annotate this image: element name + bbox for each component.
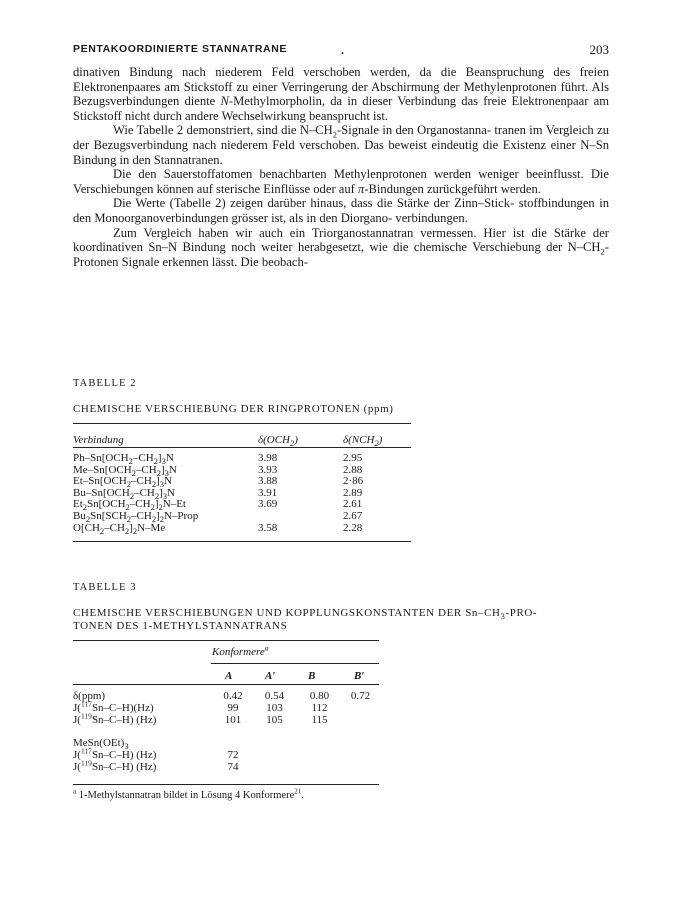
table2-caption: CHEMISCHE VERSCHIEBUNG DER RINGPROTONEN (ppm) <box>73 403 394 415</box>
table2-header-rule <box>73 447 411 448</box>
table-row <box>73 749 379 761</box>
table2-header-och2: $\delta(OCH_2)$ <box>258 434 298 449</box>
table3-footnote: $^a$ 1-Methylstannatran bildet in Lösung 4 Konformere$^{21}$. <box>73 787 304 801</box>
value-cell: 112 <box>311 702 328 715</box>
body-text <box>73 65 609 269</box>
paragraph-1: dinativen Bindung nach niederem Feld verschoben werden, da die Beanspruchung des freien Elektronenpaares am Stickstoff zu einer Verringerung der Abschirmung der Methylenprotonen führt. Als Bezugsverbindungen diente N-Methylmorpholin, da in dieser Verbindung das freie Elektronenpaar am Stickstoff nicht durch andere Wechselwirkung beansprucht ist. <box>73 65 609 123</box>
compound-cell: $Me-Sn[OCH_2-CH_2]_3N$ <box>73 463 177 478</box>
table3-caption-line1: CHEMISCHE VERSCHIEBUNGEN UND KOPPLUNGSKONSTANTEN DER $Sn-CH_3-PRO-$ <box>73 607 538 622</box>
compound-cell: $Et-Sn[OCH_2-CH_2]_3N$ <box>73 475 172 490</box>
value-cell <box>297 761 342 773</box>
paragraph-4: Die Werte (Tabelle 2) zeigen darüber hinaus, dass die Stärke der Zinn–Stick- stoffbindungen in den Monoorganoverbindungen grösser ist, als in den Diorgano- verbindungen. <box>73 196 609 225</box>
table-row <box>73 714 379 726</box>
table2-bottom-rule <box>73 541 411 542</box>
och2-cell: 3.69 <box>258 498 278 511</box>
table3-conformer-rule <box>211 663 379 664</box>
value-cell <box>342 702 379 714</box>
page-header <box>73 43 609 61</box>
table-row <box>73 761 379 773</box>
table3-caption-line2: TONEN DES 1-METHYLSTANNATRANS <box>73 620 288 632</box>
running-head: PENTAKOORDINIERTE STANNATRANE <box>73 43 287 55</box>
value-cell: 0.72 <box>350 690 371 702</box>
nch2-cell: 2.88 <box>343 463 363 476</box>
table3-col-a: A <box>225 670 233 682</box>
table-row <box>73 702 379 714</box>
paragraph-3: Die den Sauerstoffatomen benachbarten Methylenprotonen werden weniger beeinflusst. Die Verschiebungen können auf sterische Einflüsse oder auf π-Bindungen zurückgeführt werden. <box>73 167 610 196</box>
group-title-row <box>73 737 379 749</box>
value-cell <box>342 714 379 726</box>
row-label: J($^{119}$Sn–C–H) (Hz) <box>73 758 157 774</box>
page-number: 203 <box>589 42 609 57</box>
paragraph-2: Wie Tabelle 2 demonstriert, sind die $N-CH_2$-Signale in den Organostanna- tranen im Vergleich zu der Bezugsverbindung nach niederem Feld verschoben. Das beweist eindeutig die Existenz einer N–Sn Bindung in den Stannatranen. <box>73 123 609 167</box>
table3-col-b-prime: B′ <box>354 670 365 682</box>
value-cell: 0.42 <box>223 690 243 702</box>
table3-label: TABELLE 3 <box>73 582 137 593</box>
value-cell <box>342 761 379 773</box>
table3-col-a-prime: A′ <box>265 670 276 682</box>
compound-cell: $Bu-Sn[OCH_2-CH_2]_3N$ <box>73 486 175 501</box>
row-label: δ(ppm) <box>73 690 106 702</box>
compound-cell: $Ph-Sn[OCH_2-CH_2]_3N$ <box>73 452 174 467</box>
table-row <box>73 690 379 702</box>
value-cell: 99 <box>227 702 239 715</box>
value-cell <box>252 749 297 761</box>
nch2-cell: 2.89 <box>343 486 363 499</box>
value-cell: 74 <box>227 761 239 774</box>
table2-top-rule <box>73 423 411 424</box>
value-cell <box>342 749 379 761</box>
table3-bottom-rule <box>73 784 379 785</box>
och2-cell: 3.58 <box>258 521 278 534</box>
och2-cell: 3.88 <box>258 475 278 488</box>
nch2-cell: 2.95 <box>343 452 363 464</box>
nch2-cell: 2.67 <box>343 509 363 522</box>
table3-header-rule <box>73 684 379 685</box>
row-label: J($^{117}$Sn–C–H)(Hz) <box>73 699 154 715</box>
och2-cell: 3.91 <box>258 486 278 499</box>
value-cell: 103 <box>266 702 283 715</box>
compound-cell: $Bu_2Sn[SCH_2-CH_2]_2N$–Prop <box>73 509 199 525</box>
value-cell: 72 <box>227 748 239 761</box>
compound-cell: $O[CH_2-CH_2]_2N-Me$ <box>73 521 166 536</box>
paragraph-5: Zum Vergleich haben wir auch ein Triorganostannatran vermessen. Hier ist die Stärke der koordinativen Sn–N Bindung noch weiter herabgesetzt, wie die chemische Verschiebung der $N-CH_2$-Protonen Signale erkennen lässt. Die beobach- <box>73 225 609 269</box>
value-cell: 0.54 <box>264 690 285 702</box>
row-label: J($^{119}$Sn–C–H) (Hz) <box>73 711 157 727</box>
value-cell: 105 <box>266 714 283 727</box>
nch2-cell: 2.28 <box>343 521 363 534</box>
spacer-row <box>73 727 379 737</box>
table3-top-rule <box>73 640 379 641</box>
table3-col-b: B <box>308 670 316 682</box>
table-row <box>73 523 411 535</box>
och2-cell: 3.98 <box>258 452 278 464</box>
table3-caption <box>73 607 609 633</box>
table2 <box>73 453 411 534</box>
table2-header-compound: Verbindung <box>73 434 124 446</box>
header-dot: . <box>341 43 344 57</box>
compound-cell: $Et_2Sn[OCH_2-CH_2]_2N-Et$ <box>73 498 186 513</box>
och2-cell <box>258 511 343 523</box>
value-cell <box>297 749 342 761</box>
nch2-cell: 2.61 <box>343 498 363 511</box>
table2-label: TABELLE 2 <box>73 378 137 389</box>
table3-conformer-header: Konformere$^a$ <box>212 643 269 658</box>
value-cell: 101 <box>224 714 242 727</box>
value-cell: 115 <box>311 714 328 727</box>
group-title: $MeSn(OEt)_3$ <box>73 736 129 751</box>
table2-header-nch2: $\delta(NCH_2)$ <box>343 434 383 449</box>
nch2-cell: 2·86 <box>343 475 364 488</box>
row-label: J($^{117}$Sn–C–H) (Hz) <box>73 746 157 761</box>
och2-cell: 3.93 <box>258 463 278 476</box>
value-cell <box>252 761 297 773</box>
value-cell: 0.80 <box>309 690 330 702</box>
table3 <box>73 690 379 773</box>
